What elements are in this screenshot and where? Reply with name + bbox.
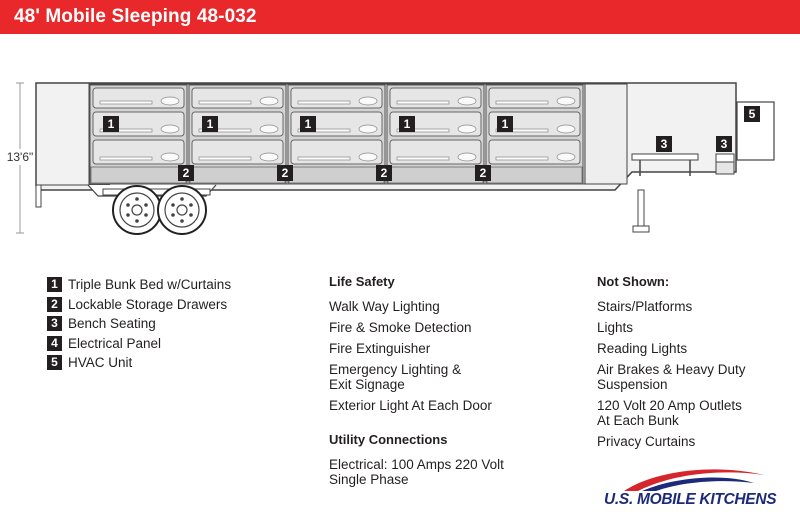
legend-label: HVAC Unit	[68, 355, 133, 371]
not-shown-title: Not Shown:	[597, 274, 670, 289]
legend-item	[47, 314, 307, 334]
page-title: 48' Mobile Sleeping 48-032	[14, 6, 257, 27]
legend-label: Triple Bunk Bed w/Curtains	[68, 277, 232, 293]
electrical-panel	[716, 136, 734, 174]
svg-text:1: 1	[403, 117, 411, 131]
height-dimension	[3, 83, 37, 233]
wheel	[158, 186, 206, 234]
not-shown-item: Privacy Curtains	[597, 434, 696, 449]
not-shown-item: Stairs/Platforms	[597, 299, 693, 314]
hvac-unit	[737, 102, 774, 160]
legend-label: Bench Seating	[68, 316, 156, 332]
life-safety-item: Fire & Smoke Detection	[329, 320, 472, 335]
not-shown-item: Air Brakes & Heavy Duty	[597, 362, 746, 377]
bunk-module	[189, 85, 286, 184]
drawer-callout	[376, 165, 392, 181]
drawer-callout	[277, 165, 293, 181]
legend-label: Lockable Storage Drawers	[68, 296, 228, 312]
bunk-module	[486, 85, 583, 184]
not-shown-section	[597, 274, 797, 455]
utility-line: Electrical: 100 Amps 220 Volt	[329, 457, 504, 472]
svg-text:1: 1	[107, 117, 115, 131]
hvac-callout: 5	[748, 107, 756, 121]
wheels	[103, 186, 210, 234]
life-safety-item: Exterior Light At Each Door	[329, 398, 492, 413]
svg-text:2: 2	[380, 166, 388, 180]
utility-title: Utility Connections	[329, 432, 448, 447]
not-shown-item: At Each Bunk	[597, 413, 679, 428]
bench-callout: 3	[660, 137, 668, 151]
legend-number: 1	[47, 277, 62, 292]
life-safety-section	[329, 274, 549, 419]
bunk-callout	[202, 116, 218, 132]
utility-line: Single Phase	[329, 472, 409, 487]
drawer-callout	[178, 165, 194, 181]
legend-item	[47, 275, 307, 295]
logo-text: U.S. MOBILE KITCHENS	[604, 491, 777, 508]
life-safety-item: Emergency Lighting &	[329, 362, 462, 377]
utility-section	[329, 432, 549, 493]
title-bar	[0, 0, 800, 34]
legend-number: 3	[47, 316, 62, 331]
legend-item	[47, 295, 307, 315]
life-safety-item: Fire Extinguisher	[329, 341, 431, 356]
bunk-module	[90, 85, 187, 184]
legend	[47, 275, 307, 373]
bunk-callout	[300, 116, 316, 132]
bunk-modules	[90, 85, 583, 184]
company-logo	[604, 465, 794, 515]
svg-text:1: 1	[206, 117, 214, 131]
bunk-callout	[399, 116, 415, 132]
legend-label: Electrical Panel	[68, 335, 162, 351]
height-label: 13'6"	[6, 150, 34, 164]
bunk-module	[387, 85, 484, 184]
svg-text:2: 2	[281, 166, 289, 180]
life-safety-item: Walk Way Lighting	[329, 299, 440, 314]
legend-number: 2	[47, 297, 62, 312]
svg-text:2: 2	[182, 166, 190, 180]
legend-item	[47, 334, 307, 354]
legend-number: 4	[47, 336, 62, 351]
trailer-diagram	[0, 34, 800, 264]
not-shown-item: 120 Volt 20 Amp Outlets	[597, 398, 742, 413]
bunk-module	[288, 85, 385, 184]
not-shown-item: Lights	[597, 320, 634, 335]
bunk-callout	[497, 116, 513, 132]
life-safety-item: Exit Signage	[329, 377, 405, 392]
wheel	[113, 186, 161, 234]
panel-callout: 3	[720, 137, 728, 151]
life-safety-title: Life Safety	[329, 274, 395, 289]
drawer-callout	[475, 165, 491, 181]
legend-item	[47, 353, 307, 373]
bunk-callout	[103, 116, 119, 132]
not-shown-item: Reading Lights	[597, 341, 688, 356]
svg-text:2: 2	[479, 166, 487, 180]
legend-number: 5	[47, 355, 62, 370]
not-shown-item: Suspension	[597, 377, 668, 392]
svg-text:1: 1	[501, 117, 509, 131]
svg-text:1: 1	[304, 117, 312, 131]
